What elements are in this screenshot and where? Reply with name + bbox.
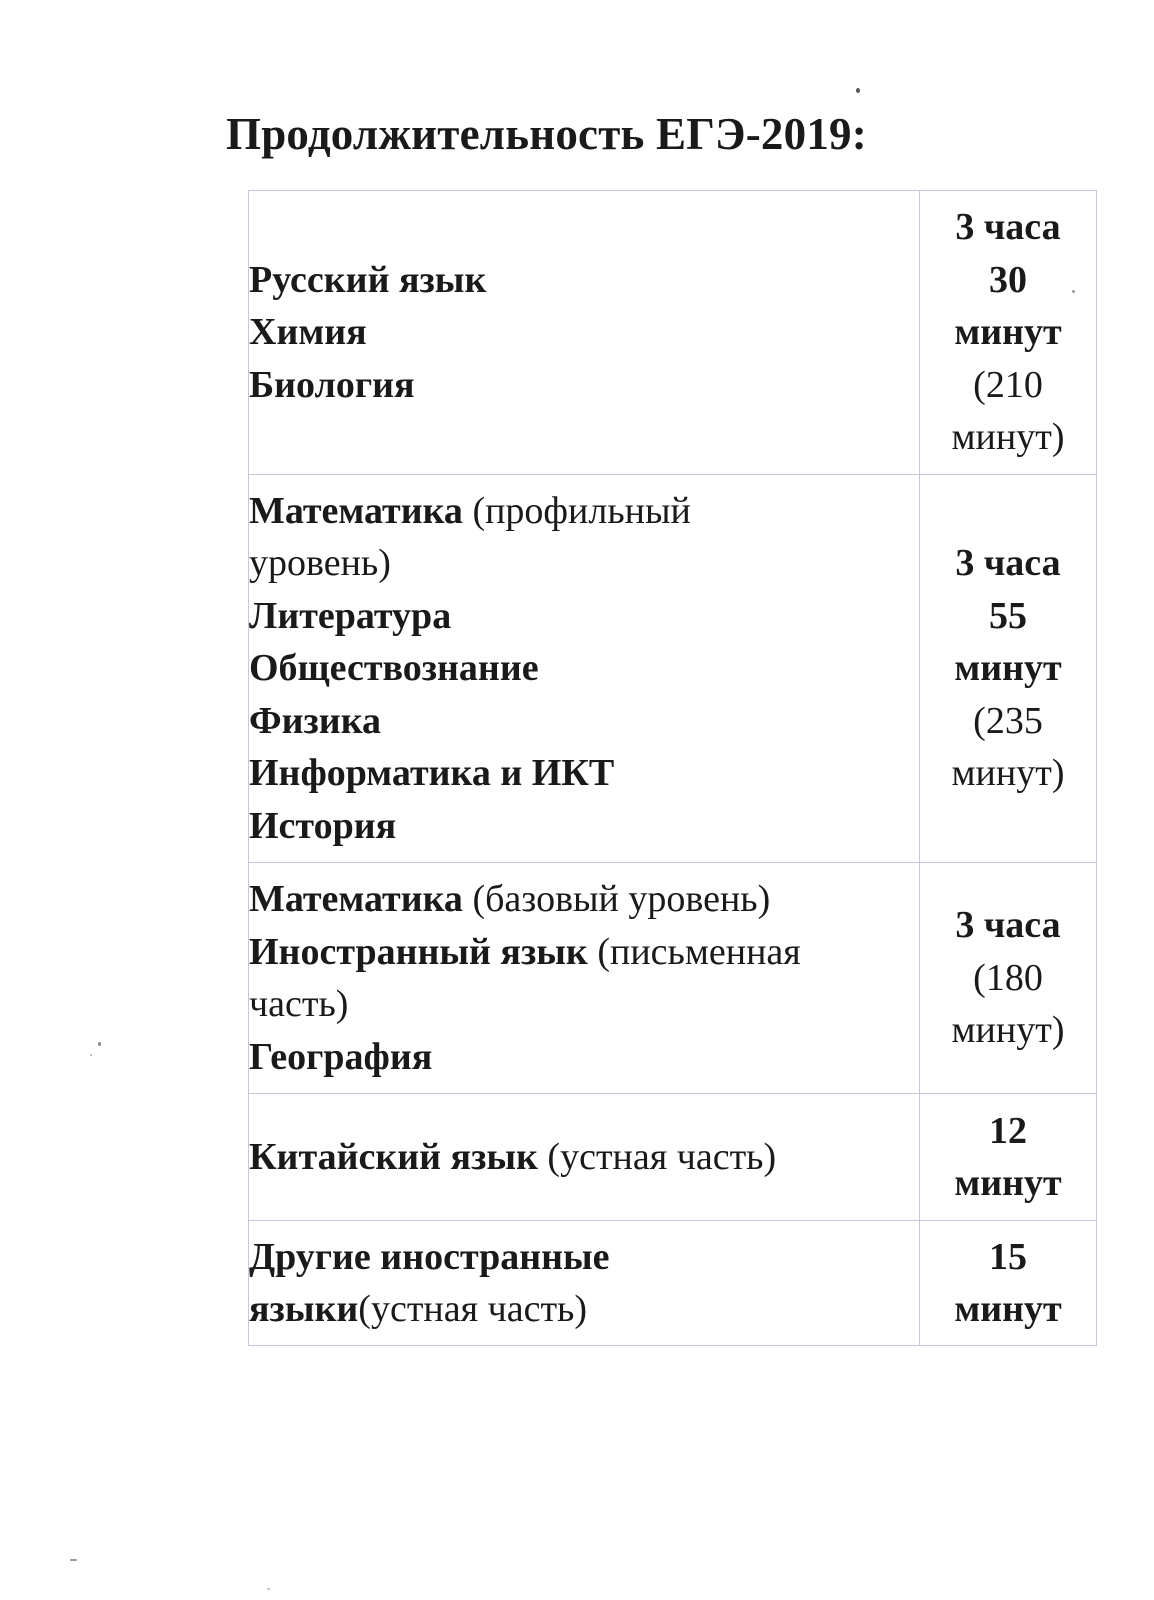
subject-line (249, 695, 919, 748)
subject-name: География (249, 1035, 433, 1078)
scan-speck (70, 1559, 77, 1561)
duration-main-line: минут (954, 1162, 1062, 1204)
exam-duration-table-wrapper (248, 190, 1097, 1346)
table-row (249, 475, 1097, 863)
subject-line (249, 590, 919, 643)
duration-cell (920, 191, 1097, 475)
subjects-cell (249, 1221, 920, 1346)
subjects-cell (249, 191, 920, 475)
subject-note: (устная часть) (537, 1135, 777, 1178)
duration-main-line: минут (954, 647, 1062, 690)
subject-name: Другие иностранные (249, 1235, 610, 1278)
exam-duration-table (248, 190, 1097, 1346)
subject-line (249, 978, 919, 1031)
duration-cell (920, 475, 1097, 863)
subject-note: (профильный (462, 489, 691, 532)
subject-name: Обществознание (249, 647, 539, 690)
scan-speck (98, 1042, 101, 1046)
subject-name: Литература (249, 594, 452, 637)
subject-name: языки (249, 1288, 359, 1330)
subject-name: Физика (249, 699, 382, 742)
subject-line (249, 485, 919, 538)
table-row (249, 191, 1097, 475)
subject-name: История (249, 804, 397, 847)
subject-line (249, 873, 919, 926)
page-title: Продолжительность ЕГЭ-2019: (226, 109, 867, 159)
subject-line (249, 800, 919, 853)
table-row (249, 1221, 1097, 1346)
scan-speck (267, 1588, 270, 1590)
duration-main-line: минут (954, 1288, 1062, 1330)
subject-note: (устная часть) (358, 1288, 588, 1330)
duration-cell (920, 1094, 1097, 1221)
subject-name: Иностранный язык (249, 930, 588, 973)
subject-note: часть) (249, 983, 349, 1025)
subjects-cell (249, 1094, 920, 1221)
duration-alt-line: минут) (951, 1009, 1065, 1052)
subject-line (249, 642, 919, 695)
subject-line (249, 537, 919, 590)
scan-speck (1072, 290, 1075, 293)
duration-main-line: 3 часа (955, 904, 1061, 947)
scan-speck (856, 88, 860, 93)
subject-name: Математика (249, 489, 463, 532)
duration-alt-line: (180 (973, 956, 1043, 999)
subject-line (249, 359, 919, 412)
subject-line (249, 747, 919, 800)
duration-main-line: 3 часа (955, 206, 1061, 249)
duration-main-line: 15 (989, 1235, 1027, 1278)
scan-speck (90, 1054, 92, 1056)
subjects-cell (249, 475, 920, 863)
table-row (249, 1094, 1097, 1221)
subject-line (249, 1283, 919, 1336)
duration-alt-line: минут) (951, 752, 1065, 795)
duration-main-line: минут (954, 311, 1062, 354)
duration-main-line: 12 (989, 1109, 1027, 1152)
subject-line (249, 926, 919, 979)
duration-main-line: 3 часа (955, 542, 1061, 585)
subject-name: Информатика и ИКТ (249, 752, 615, 795)
table-row (249, 863, 1097, 1094)
subject-note: (базовый уровень) (462, 878, 771, 920)
subject-name: Биология (249, 363, 415, 406)
subject-line (249, 1031, 919, 1084)
duration-main-line: 55 (989, 594, 1027, 637)
subject-name: Русский язык (249, 258, 487, 301)
duration-alt-line: (210 (973, 363, 1043, 406)
subject-note: уровень) (249, 542, 391, 585)
subject-line (249, 1231, 919, 1284)
subject-name: Химия (249, 311, 367, 354)
subject-note: (письменная (587, 930, 801, 973)
subject-name: Математика (249, 878, 463, 920)
subjects-cell (249, 863, 920, 1094)
subject-name: Китайский язык (249, 1135, 538, 1178)
subject-line (249, 1131, 919, 1184)
duration-cell (920, 1221, 1097, 1346)
duration-alt-line: минут) (951, 416, 1065, 459)
duration-alt-line: (235 (973, 699, 1043, 742)
duration-cell (920, 863, 1097, 1094)
subject-line (249, 306, 919, 359)
duration-main-line: 30 (989, 258, 1027, 301)
subject-line (249, 254, 919, 307)
